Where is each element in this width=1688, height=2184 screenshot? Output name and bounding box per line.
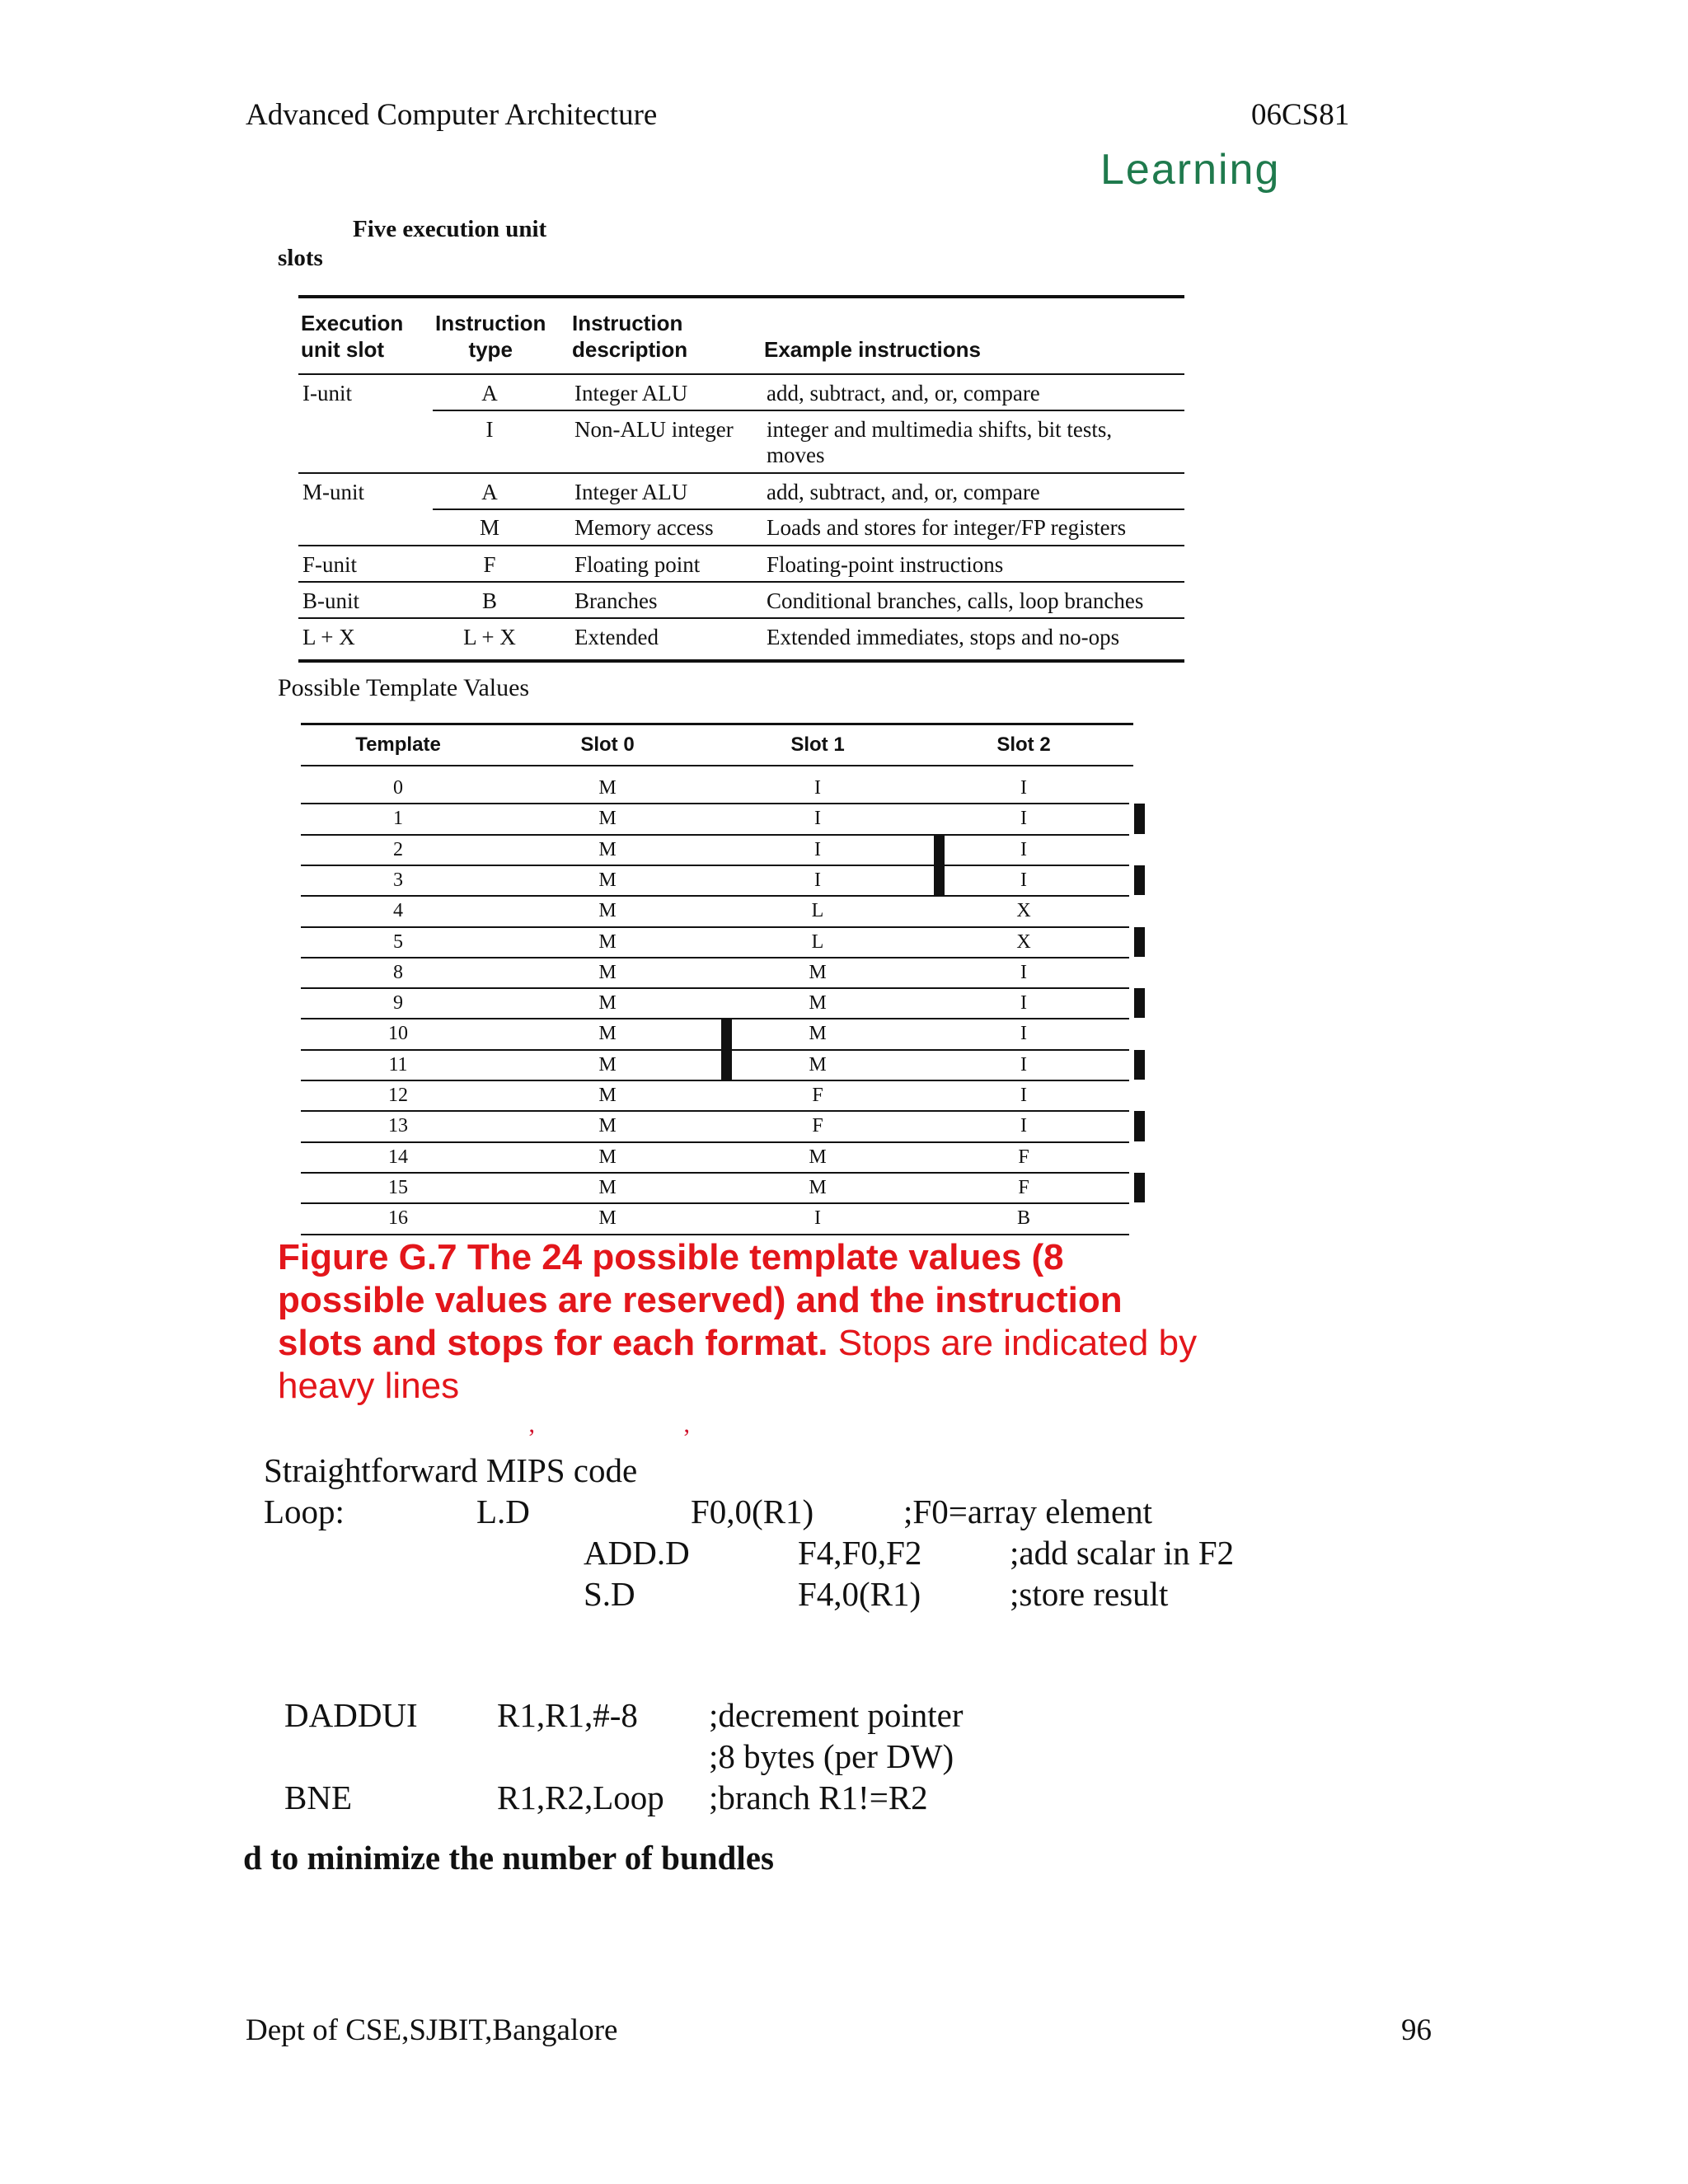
figure-caption-bold: Figure G.7 The 24 possible template values (8 possible values are reserved) and the instruction slots and stops for each format. bbox=[278, 1237, 1123, 1363]
row-rule bbox=[298, 545, 1184, 546]
header-slot-0: Slot 0 bbox=[580, 733, 635, 756]
row-rule bbox=[301, 987, 1129, 989]
scan-mark: ’ bbox=[528, 1424, 536, 1451]
stop-marker bbox=[721, 1019, 732, 1048]
slot-0-unit: M bbox=[598, 1085, 617, 1106]
row-rule bbox=[301, 1049, 1129, 1051]
slot-0-unit: M bbox=[598, 1053, 617, 1076]
row-desc: Integer ALU bbox=[574, 381, 688, 405]
slot-0-unit: M bbox=[598, 777, 617, 799]
slot-2-unit: I bbox=[1020, 808, 1027, 830]
slot-2-unit: F bbox=[1018, 1146, 1029, 1168]
slot-1-unit: M bbox=[809, 1053, 827, 1076]
slot-1-unit: M bbox=[809, 1176, 827, 1198]
row-rule bbox=[298, 581, 1184, 583]
page-number: 96 bbox=[1401, 2013, 1432, 2047]
slot-2-unit: X bbox=[1016, 930, 1031, 953]
code-operands: R1,R2,Loop bbox=[497, 1779, 664, 1816]
code-comment: ;F0=array element bbox=[903, 1493, 1153, 1530]
slot-1-unit: F bbox=[812, 1085, 823, 1106]
row-rule bbox=[301, 1110, 1129, 1112]
code-comment: ;branch R1!=R2 bbox=[709, 1779, 928, 1816]
row-type: B bbox=[481, 588, 498, 613]
code-label: Loop: bbox=[264, 1493, 345, 1530]
publisher-logo-fragment bbox=[1100, 146, 1281, 203]
header-execution-unit-slot: Execution unit slot bbox=[301, 311, 404, 362]
code-operands: R1,R1,#-8 bbox=[497, 1696, 638, 1734]
slot-2-unit: I bbox=[1020, 1023, 1027, 1045]
course-code: 06CS81 bbox=[1251, 98, 1350, 132]
row-rule bbox=[301, 1141, 1129, 1143]
row-unit: M-unit bbox=[302, 480, 365, 504]
stop-marker bbox=[721, 1050, 732, 1080]
code-title: Straightforward MIPS code bbox=[264, 1451, 638, 1489]
template-number: 0 bbox=[393, 777, 403, 799]
slot-0-unit: M bbox=[598, 900, 617, 922]
header-rule bbox=[298, 373, 1184, 375]
template-number: 16 bbox=[388, 1207, 408, 1230]
template-table-caption: Possible Template Values bbox=[278, 674, 530, 701]
stop-marker bbox=[1134, 1111, 1145, 1141]
template-number: 2 bbox=[393, 838, 403, 860]
stop-marker bbox=[1134, 1173, 1145, 1202]
slot-0-unit: M bbox=[598, 1023, 617, 1045]
template-number: 12 bbox=[388, 1085, 408, 1106]
slot-2-unit: X bbox=[1016, 900, 1031, 922]
row-rule bbox=[301, 1202, 1129, 1204]
row-type: I bbox=[485, 417, 494, 442]
row-example: Extended immediates, stops and no-ops bbox=[767, 625, 1120, 649]
row-desc: Memory access bbox=[574, 515, 714, 540]
slot-1-unit: I bbox=[814, 808, 821, 830]
course-title: Advanced Computer Architecture bbox=[246, 98, 658, 132]
row-type: A bbox=[481, 381, 498, 405]
header-instruction-type: Instruction type bbox=[435, 311, 546, 362]
slot-2-unit: B bbox=[1016, 1207, 1030, 1230]
template-number: 3 bbox=[393, 869, 403, 891]
code-operands: F0,0(R1) bbox=[691, 1493, 814, 1530]
slot-2-unit: I bbox=[1020, 1115, 1027, 1137]
slot-2-unit: I bbox=[1020, 961, 1027, 983]
row-rule bbox=[433, 410, 1184, 411]
row-rule bbox=[298, 472, 1184, 474]
code-comment: ;add scalar in F2 bbox=[1010, 1534, 1235, 1572]
row-unit: B-unit bbox=[302, 588, 360, 613]
template-values-table bbox=[301, 723, 1142, 1230]
row-unit: L + X bbox=[302, 625, 355, 649]
slot-1-unit: I bbox=[814, 869, 821, 891]
row-type: M bbox=[479, 515, 500, 540]
header-instruction-description: Instruction description bbox=[572, 311, 688, 362]
stop-marker bbox=[934, 835, 945, 865]
slot-0-unit: M bbox=[598, 808, 617, 830]
row-example: add, subtract, and, or, compare bbox=[767, 381, 1040, 405]
header-slot-1: Slot 1 bbox=[790, 733, 845, 756]
code-opcode: S.D bbox=[584, 1575, 635, 1613]
scan-mark: ’ bbox=[682, 1424, 691, 1451]
row-desc: Integer ALU bbox=[574, 480, 688, 504]
row-unit: I-unit bbox=[302, 381, 352, 405]
code-opcode: BNE bbox=[284, 1779, 352, 1816]
header-rule bbox=[301, 765, 1133, 766]
row-rule bbox=[301, 895, 1129, 897]
row-rule bbox=[301, 957, 1129, 958]
row-rule bbox=[301, 926, 1129, 928]
slot-0-unit: M bbox=[598, 869, 617, 891]
slot-1-unit: M bbox=[809, 1023, 827, 1045]
row-example: Loads and stores for integer/FP registers bbox=[767, 515, 1127, 540]
row-example: integer and multimedia shifts, bit tests, bbox=[767, 417, 1113, 442]
row-example-continued: moves bbox=[767, 443, 825, 467]
slot-1-unit: M bbox=[809, 1146, 827, 1168]
template-number: 9 bbox=[393, 992, 403, 1015]
slot-2-unit: I bbox=[1020, 1053, 1027, 1076]
slot-2-unit: I bbox=[1020, 777, 1027, 799]
cropped-text-line bbox=[243, 1839, 804, 1877]
table-top-rule bbox=[298, 295, 1184, 298]
row-example: add, subtract, and, or, compare bbox=[767, 480, 1040, 504]
row-rule bbox=[433, 509, 1184, 510]
template-number: 15 bbox=[388, 1176, 408, 1198]
stop-marker bbox=[1134, 865, 1145, 895]
code-opcode: ADD.D bbox=[584, 1534, 690, 1572]
code-opcode: L.D bbox=[476, 1493, 530, 1530]
slot-2-unit: F bbox=[1018, 1176, 1029, 1198]
slot-0-unit: M bbox=[598, 1176, 617, 1198]
template-number: 13 bbox=[388, 1115, 408, 1137]
slot-0-unit: M bbox=[598, 838, 617, 860]
slot-0-unit: M bbox=[598, 1146, 617, 1168]
row-rule bbox=[301, 865, 1129, 866]
row-unit: F-unit bbox=[302, 552, 358, 577]
template-number: 14 bbox=[388, 1146, 408, 1168]
slot-1-unit: I bbox=[814, 838, 821, 860]
stop-marker bbox=[1134, 988, 1145, 1018]
template-number: 11 bbox=[388, 1053, 408, 1076]
slot-0-unit: M bbox=[598, 1115, 617, 1137]
template-number: 8 bbox=[393, 961, 403, 983]
stop-marker bbox=[1134, 1050, 1145, 1080]
row-example: Floating-point instructions bbox=[767, 552, 1004, 577]
template-number: 4 bbox=[393, 900, 403, 922]
table-top-rule bbox=[301, 723, 1133, 725]
row-desc: Non-ALU integer bbox=[574, 417, 734, 442]
stop-marker bbox=[934, 865, 945, 895]
code-comment: ;8 bytes (per DW) bbox=[709, 1737, 954, 1775]
table-caption-line2: slots bbox=[278, 245, 323, 271]
slot-1-unit: L bbox=[811, 900, 824, 922]
row-desc: Extended bbox=[574, 625, 659, 649]
header-slot-2: Slot 2 bbox=[996, 733, 1051, 756]
row-example: Conditional branches, calls, loop branches bbox=[767, 588, 1144, 613]
slot-1-unit: M bbox=[809, 992, 827, 1015]
template-number: 5 bbox=[393, 930, 403, 953]
table-caption-line1: Five execution unit bbox=[353, 216, 547, 242]
row-rule bbox=[301, 834, 1129, 836]
slot-1-unit: M bbox=[809, 961, 827, 983]
template-number: 10 bbox=[388, 1023, 408, 1045]
slot-2-unit: I bbox=[1020, 1085, 1027, 1106]
logo-text: Learning bbox=[1100, 146, 1281, 194]
department: Dept of CSE,SJBIT,Bangalore bbox=[246, 2013, 618, 2047]
row-type: F bbox=[483, 552, 496, 577]
table-bottom-rule bbox=[298, 659, 1184, 663]
row-rule bbox=[298, 617, 1184, 619]
slot-0-unit: M bbox=[598, 992, 617, 1015]
row-rule bbox=[301, 1018, 1129, 1019]
code-comment: ;decrement pointer bbox=[709, 1696, 964, 1734]
stop-marker bbox=[1134, 927, 1145, 957]
row-desc: Branches bbox=[574, 588, 658, 613]
row-type: A bbox=[481, 480, 498, 504]
slot-1-unit: F bbox=[812, 1115, 823, 1137]
cropped-text: d to minimize the number of bundles bbox=[243, 1839, 774, 1877]
slot-1-unit: I bbox=[814, 777, 821, 799]
header-example-instructions: Example instructions bbox=[764, 337, 981, 362]
row-rule bbox=[301, 1234, 1129, 1235]
row-desc: Floating point bbox=[574, 552, 701, 577]
slot-2-unit: I bbox=[1020, 869, 1027, 891]
code-comment: ;store result bbox=[1010, 1575, 1169, 1613]
row-rule bbox=[301, 1080, 1129, 1081]
code-operands: F4,0(R1) bbox=[798, 1575, 921, 1613]
row-rule bbox=[301, 803, 1129, 804]
row-rule bbox=[301, 1172, 1129, 1174]
slot-2-unit: I bbox=[1020, 992, 1027, 1015]
slot-1-unit: L bbox=[811, 930, 824, 953]
slot-1-unit: I bbox=[814, 1207, 821, 1230]
slot-0-unit: M bbox=[598, 961, 617, 983]
template-number: 1 bbox=[393, 808, 403, 830]
figure-caption bbox=[278, 1236, 1201, 1408]
code-operands: F4,F0,F2 bbox=[798, 1534, 922, 1572]
stop-marker bbox=[1134, 804, 1145, 833]
slot-0-unit: M bbox=[598, 1207, 617, 1230]
slot-2-unit: I bbox=[1020, 838, 1027, 860]
figure-caption-normal: Stops are indicated by heavy lines bbox=[278, 1323, 1198, 1406]
code-opcode: DADDUI bbox=[284, 1696, 418, 1734]
header-template: Template bbox=[355, 733, 441, 756]
slot-0-unit: M bbox=[598, 930, 617, 953]
row-type: L + X bbox=[463, 625, 516, 649]
